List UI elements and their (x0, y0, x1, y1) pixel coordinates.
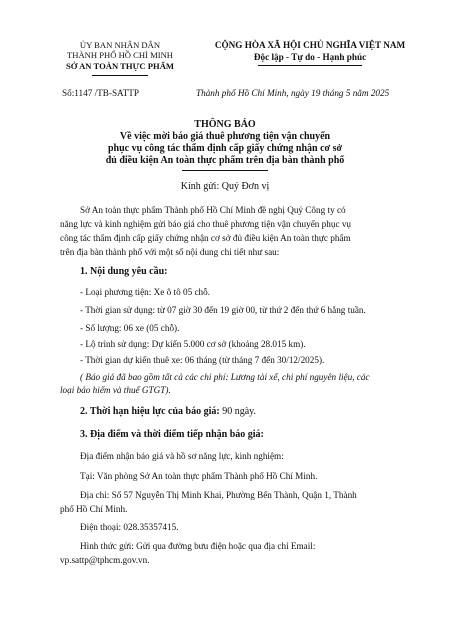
issuer-line-2: THÀNH PHỐ HỒ CHÍ MINH (67, 50, 173, 60)
national-motto: Độc lập - Tự do - Hạnh phúc (253, 52, 367, 62)
phone-number: Điện thoại: 028.35357415. (80, 522, 179, 532)
requirement-item: - Số lượng: 06 xe (05 chỗ). (80, 323, 180, 333)
submission-method: Hình thức gửi: Gửi qua đường bưu điện hoặc qua địa chỉ Email: (80, 541, 316, 551)
document-heading: THÔNG BÁO (194, 119, 256, 130)
address-line-1: Địa chỉ: Số 57 Nguyễn Thị Minh Khai, Phường Bến Thành, Quận 1, Thành (80, 490, 357, 500)
section-2-label: 2. Thời hạn hiệu lực của báo giá: (80, 406, 220, 417)
section-2-line (80, 406, 256, 418)
issuer-line-1: ỦY BAN NHÂN DÂN (79, 40, 161, 50)
section-2-value: 90 ngày. (219, 406, 257, 417)
intro-line-2: năng lực và kinh nghiệm gửi báo giá cho thuê phương tiện vận chuyển phục vụ (60, 219, 352, 229)
requirement-item: - Loại phương tiện: Xe ô tô 05 chỗ. (80, 287, 211, 297)
recipient-line: Kính gửi: Quý Đơn vị (180, 181, 270, 192)
issuer-name: SỞ AN TOÀN THỰC PHẨM (65, 61, 175, 71)
subject-line-3: đủ điều kiện An toàn thực phẩm trên địa bàn thành phố (105, 155, 345, 166)
section-1-heading: 1. Nội dung yêu cầu: (80, 266, 168, 277)
intro-line-4: trên địa bàn thành phố với một số nội dung chi tiết như sau: (60, 247, 280, 257)
document-number: Số:1147 /TB-SATTP (62, 88, 139, 98)
section-3-heading: 3. Địa điểm và thời điểm tiếp nhận báo giá: (80, 429, 264, 440)
email-address: vp.sattp@tphcm.gov.vn. (60, 555, 150, 565)
requirement-item: - Thời gian dự kiến thuê xe: 06 tháng (từ tháng 7 đến 30/12/2025). (80, 355, 325, 365)
issuer-underline (92, 75, 148, 76)
intro-line-1: Sở An toàn thực phẩm Thành phố Hồ Chí Minh đề nghị Quý Công ty có (80, 205, 346, 215)
requirement-item: - Thời gian sử dụng: từ 07 giờ 30 đến 19 giờ 00, từ thứ 2 đến thứ 6 hằng tuần. (80, 305, 366, 315)
price-note-line-2: loại bảo hiểm và thuế GTGT). (60, 385, 171, 395)
intro-line-3: công tác thẩm định cấp giấy chứng nhận cơ sở đủ điều kiện An toàn thực phẩm (60, 233, 351, 243)
subject-line-1: Về việc mời báo giá thuê phương tiện vận chuyển (119, 131, 331, 142)
subject-line-2: phục vụ công tác thẩm định cấp giấy chứng nhận cơ sở (107, 143, 343, 154)
subject-underline (182, 170, 268, 171)
motto-underline (258, 65, 362, 66)
delivery-location-label: Địa điểm nhận báo giá và hồ sơ năng lực, kinh nghiệm: (80, 451, 284, 461)
document-date: Thành phố Hồ Chí Minh, ngày 19 tháng 5 năm 2025 (196, 88, 390, 98)
office-location: Tại: Văn phòng Sở An toàn thực phẩm Thành phố Hồ Chí Minh. (80, 471, 318, 481)
address-line-2: phố Hồ Chí Minh. (60, 504, 128, 514)
price-note-line-1: ( Báo giá đã bao gồm tất cả các chi phí: Lương tài xế, chi phí nguyên liệu, các (80, 372, 370, 382)
national-title: CỘNG HÒA XÃ HỘI CHỦ NGHĨA VIỆT NAM (214, 40, 406, 50)
requirement-item: - Lộ trình sử dụng: Dự kiến 5.000 cơ sở (khoảng 28.015 km). (80, 339, 306, 349)
